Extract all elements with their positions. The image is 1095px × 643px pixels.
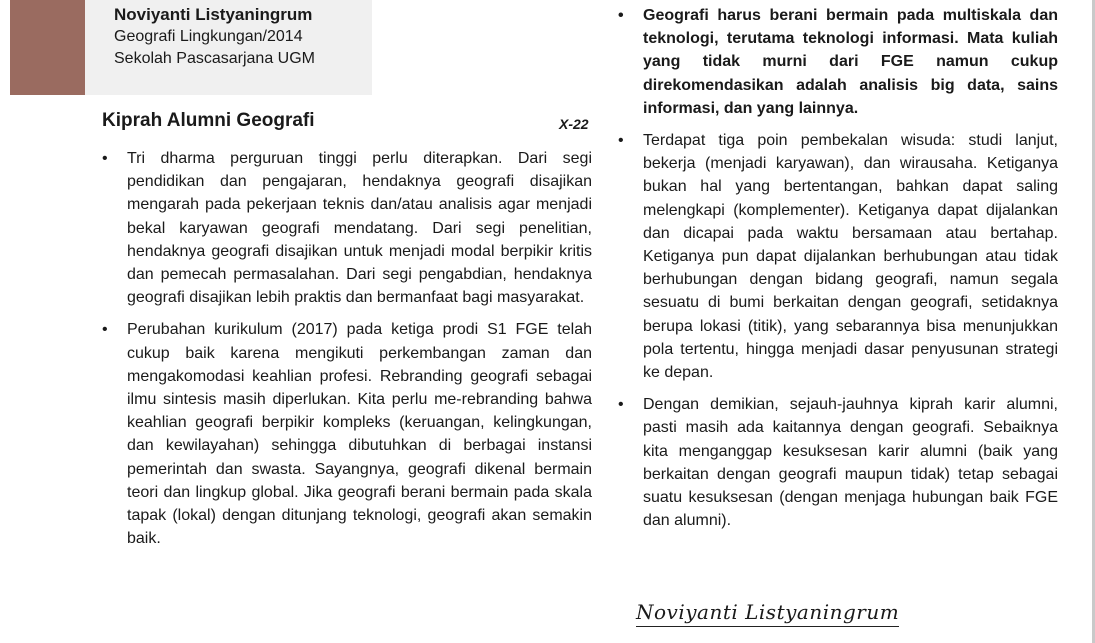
right-bullet-list	[618, 4, 1058, 532]
author-card	[10, 0, 372, 95]
left-bullet-list	[102, 147, 592, 550]
article-title: Kiprah Alumni Geografi	[102, 110, 315, 131]
bullet-item: • Tri dharma perguruan tinggi perlu diterapkan. Dari segi pendidikan dan pengajaran, hendaknya geografi disajikan mengarah pada pekerjaan teknis dan/atau analisis agar menjadi bekal karyawan geografi mendatang. Dari segi penelitian, hendaknya geografi disajikan untuk menjadi modal berpikir kritis dan pemecah permasalahan. Dari segi pengabdian, hendaknya geografi disajikan lebih praktis dan bermanfaat bagi masyarakat.	[102, 147, 592, 309]
author-program: Geografi Lingkungan/2014	[114, 28, 303, 45]
bullet-item: • Dengan demikian, sejauh-jauhnya kiprah karir alumni, pasti masih ada kaitannya dengan geografi. Sebaiknya kita menganggap kesuksesan karir alumni (baik yang berkaitan dengan geografi maupun tidak) tetap sebagai suatu kesuksesan (dengan menjaga hubungan baik FGE dan alumni).	[618, 393, 1058, 532]
author-name: Noviyanti Listyaningrum	[114, 5, 313, 24]
page-code: X-22	[559, 116, 589, 132]
author-school: Sekolah Pascasarjana UGM	[114, 50, 315, 67]
bullet-item: • Perubahan kurikulum (2017) pada ketiga prodi S1 FGE telah cukup baik karena mengikuti perkembangan zaman dan mengakomodasi keahlian profesi. Rebranding geografi sebagai ilmu sintesis masih diperlukan. Kita perlu me-rebranding bahwa keahlian geografi berpikir kompleks (keruangan, kelingkungan, dan kewilayahan) sehingga dibutuhkan di berbagai instansi pemerintah dan swasta. Sayangnya, geografi dikenal bermain teori dan lingkup global. Jika geografi berani bermain pada skala tapak (lokal) dengan ditunjang teknologi, geografi akan semakin baik.	[102, 318, 592, 550]
signature: Noviyanti Listyaningrum	[636, 600, 899, 627]
author-info	[114, 4, 315, 70]
author-photo	[10, 0, 85, 95]
bullet-item: • Geografi harus berani bermain pada multiskala dan teknologi, terutama teknologi informasi. Mata kuliah yang tidak murni dari FGE namun cukup direkomendasikan adalah analisis big data, sains informasi, dan yang lainnya.	[618, 4, 1058, 120]
bullet-item: • Terdapat tiga poin pembekalan wisuda: studi lanjut, bekerja (menjadi karyawan), dan wirausaha. Ketiganya bukan hal yang bertentangan, bahkan dapat saling melengkapi (komplementer). Ketiganya dapat dijalankan dan dicapai pada waktu bersamaan atau bertahap. Ketiganya pun dapat dijalankan berhubungan atau tidak berhubungan dengan bidang geografi, namun segala sesuatu di bumi berkaitan dengan geografi, setidaknya berupa lokasi (titik), yang sebarannya bisa menunjukkan pola tertentu, hingga menjadi dasar penyusunan strategi ke depan.	[618, 129, 1058, 384]
